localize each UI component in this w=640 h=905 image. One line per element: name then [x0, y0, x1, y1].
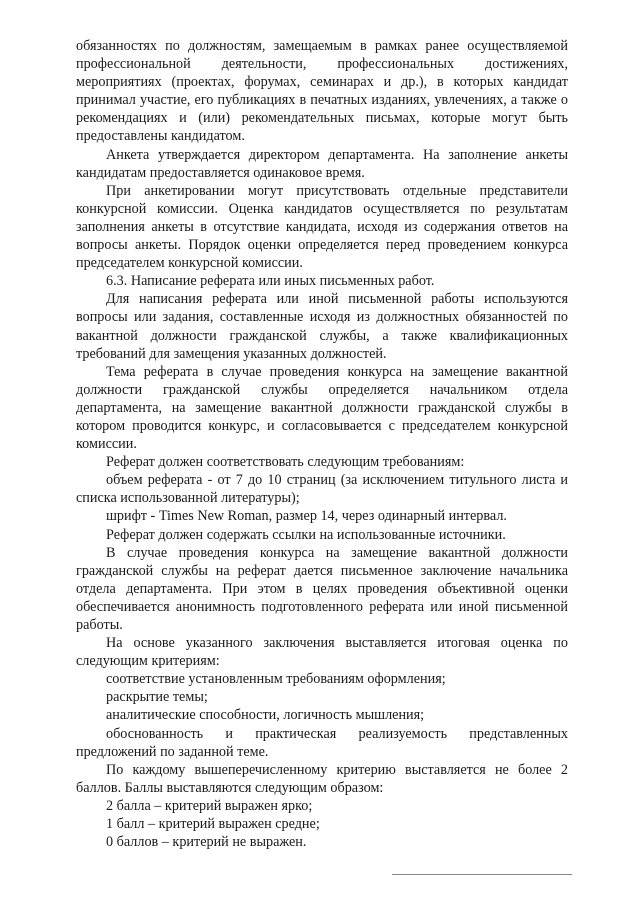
- paragraph: В случае проведения конкурса на замещение вакантной должности гражданской службы на реферат дается письменное заключение начальника отдела департамента. При этом в целях проведения объективной оценки обеспечивается анонимность подготовленного реферата или иной письменной работы.: [76, 544, 568, 633]
- footer-divider: [392, 874, 572, 875]
- paragraph: Тема реферата в случае проведения конкурса на замещение вакантной должности гражданской службы определяется начальником отдела департамента, на замещение вакантной должности гражданской службы в котором проводится конкурс, и согласовывается с председателем конкурсной комиссии.: [76, 363, 568, 453]
- paragraph: Реферат должен соответствовать следующим требованиям:: [106, 454, 465, 471]
- paragraph: Анкета утверждается директором департамента. На заполнение анкеты кандидатам предоставляется одинаковое время.: [76, 146, 568, 181]
- list-item: объем реферата - от 7 до 10 страниц (за исключением титульного листа и списка использованной литературы);: [76, 472, 568, 507]
- list-item: 1 балл – критерий выражен средне;: [106, 816, 320, 833]
- list-item: аналитические способности, логичность мышления;: [106, 707, 425, 724]
- list-item: раскрытие темы;: [106, 689, 208, 706]
- list-item: шрифт - Times New Roman, размер 14, через одинарный интервал.: [106, 508, 507, 525]
- paragraph: При анкетировании могут присутствовать отдельные представители конкурсной комиссии. Оценка кандидатов осуществляется по результатам заполнения анкеты в отсутствие кандидата, исходя из содержания ответов на вопросы анкеты. Порядок оценки определяется перед проведением конкурса председателем конкурсной комиссии.: [76, 182, 568, 272]
- list-item: 0 баллов – критерий не выражен.: [106, 834, 307, 851]
- paragraph: Реферат должен содержать ссылки на использованные источники.: [106, 526, 506, 543]
- list-item: обоснованность и практическая реализуемость представленных предложений по заданной теме.: [76, 725, 568, 760]
- paragraph: Для написания реферата или иной письменной работы используются вопросы или задания, составленные исходя из должностных обязанностей по вакантной должности гражданской службы, а также квалификационных требований для замещения указанных должностей.: [76, 291, 568, 362]
- paragraph: По каждому вышеперечисленному критерию выставляется не более 2 баллов. Баллы выставляются следующим образом:: [76, 761, 568, 796]
- paragraph: На основе указанного заключения выставляется итоговая оценка по следующим критериям:: [76, 635, 568, 670]
- document-page: [76, 37, 568, 851]
- section-heading: 6.3. Написание реферата или иных письменных работ.: [106, 273, 435, 290]
- paragraph: обязанностях по должностям, замещаемым в рамках ранее осуществляемой профессиональной деятельности, профессиональных достижениях, мероприятиях (проектах, форумах, семинарах и др.), в которых кандидат принимал участие, его публикациях в печатных изданиях, увлечениях, а также о рекомендациях и (или) рекомендательных письмах, которые могут быть предоставлены кандидатом.: [76, 38, 568, 145]
- list-item: 2 балла – критерий выражен ярко;: [106, 797, 313, 814]
- list-item: соответствие установленным требованиям оформления;: [106, 671, 446, 688]
